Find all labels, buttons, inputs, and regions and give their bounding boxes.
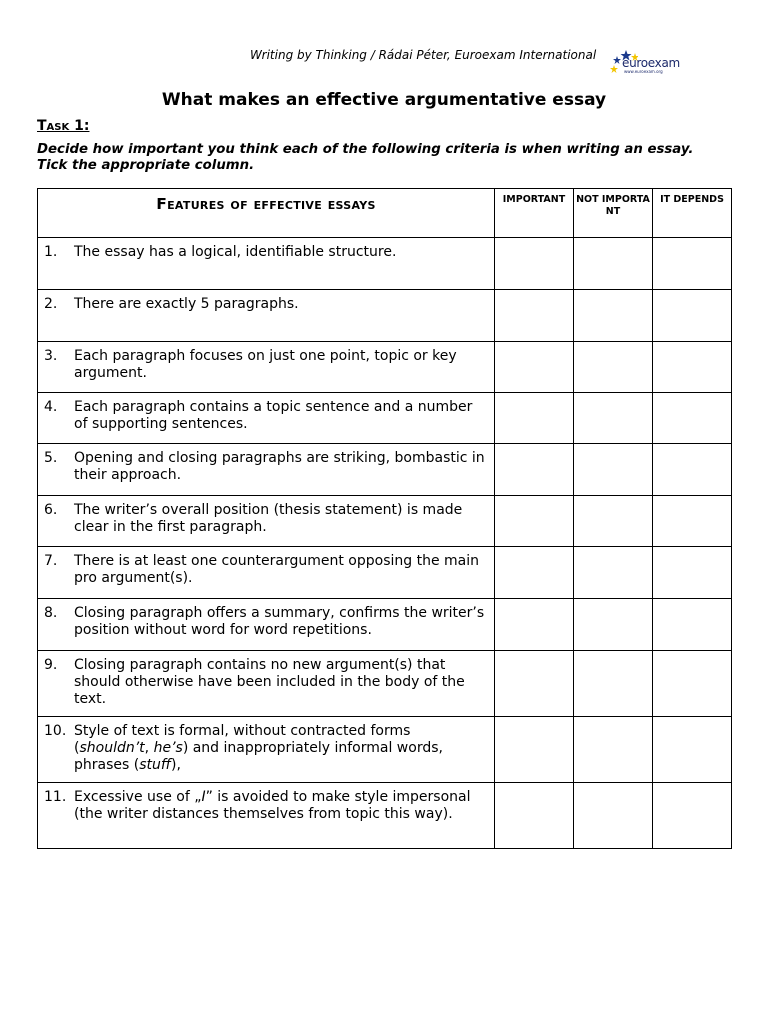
euroexam-logo — [608, 48, 682, 78]
criterion-text: There is at least one counterargument opposing the main pro argument(s). — [74, 553, 480, 586]
it-depends-header: IT DEPENDS — [653, 189, 732, 238]
criteria-table — [37, 188, 732, 849]
criterion-text: Each paragraph contains a topic sentence and a number of supporting sentences. — [74, 399, 473, 432]
criterion-cell — [38, 547, 495, 599]
not-important-header: NOT IMPORTANT — [574, 189, 653, 238]
criterion-text: Opening and closing paragraphs are striking, bombastic in their approach. — [74, 450, 485, 483]
it-depends-tick-cell[interactable] — [653, 444, 732, 496]
it-depends-tick-cell[interactable] — [653, 342, 732, 393]
important-tick-cell[interactable] — [495, 444, 574, 496]
criterion-cell — [38, 599, 495, 651]
logo-text: euroexam — [622, 56, 680, 70]
criterion-cell — [38, 238, 495, 290]
criterion-text-part: ), — [170, 757, 181, 773]
important-header: IMPORTANT — [495, 189, 574, 238]
criterion-text-part: , — [144, 740, 154, 756]
row-number: 2. — [44, 296, 58, 312]
page-title: What makes an effective argumentative essay — [161, 90, 607, 110]
table-row — [38, 547, 732, 599]
example-word: he’s — [153, 740, 183, 756]
criterion-text: Closing paragraph contains no new argument(s) that should otherwise have been included in the body of the text. — [74, 657, 465, 707]
it-depends-tick-cell[interactable] — [653, 599, 732, 651]
criterion-cell — [38, 651, 495, 717]
important-tick-cell[interactable] — [495, 290, 574, 342]
criterion-text-part: Style of text is formal, without contracted forms ( — [74, 723, 411, 756]
criterion-text: The writer’s overall position (thesis statement) is made clear in the first paragraph. — [74, 502, 463, 535]
task-label: Task 1: — [37, 118, 90, 134]
table-row — [38, 651, 732, 717]
table-row — [38, 393, 732, 444]
criterion-cell — [38, 717, 495, 783]
important-tick-cell[interactable] — [495, 547, 574, 599]
important-tick-cell[interactable] — [495, 717, 574, 783]
features-header: Features of effective essays — [38, 189, 495, 238]
criterion-text — [74, 723, 488, 774]
not-important-tick-cell[interactable] — [574, 238, 653, 290]
logo-subtext: www.euroexam.org — [624, 69, 663, 74]
important-tick-cell[interactable] — [495, 496, 574, 547]
criterion-text — [74, 789, 488, 823]
row-number: 10. — [44, 723, 67, 739]
table-row — [38, 717, 732, 783]
important-tick-cell[interactable] — [495, 238, 574, 290]
not-important-tick-cell[interactable] — [574, 290, 653, 342]
not-important-tick-cell[interactable] — [574, 651, 653, 717]
it-depends-tick-cell[interactable] — [653, 290, 732, 342]
table-row — [38, 783, 732, 849]
it-depends-tick-cell[interactable] — [653, 651, 732, 717]
it-depends-tick-cell[interactable] — [653, 393, 732, 444]
table-row — [38, 238, 732, 290]
criterion-cell — [38, 393, 495, 444]
criterion-text: The essay has a logical, identifiable structure. — [74, 244, 397, 260]
it-depends-tick-cell[interactable] — [653, 238, 732, 290]
table-row — [38, 342, 732, 393]
row-number: 3. — [44, 348, 58, 364]
criterion-cell — [38, 783, 495, 849]
row-number: 1. — [44, 244, 58, 260]
not-important-tick-cell[interactable] — [574, 717, 653, 783]
source-line: Writing by Thinking / Rádai Péter, Euroexam International — [250, 48, 597, 62]
instructions: Decide how important you think each of the following criteria is when writing an essay. Tick the appropriate column. — [37, 142, 694, 173]
example-word: shouldn’t — [79, 740, 145, 756]
row-number: 8. — [44, 605, 58, 621]
it-depends-tick-cell[interactable] — [653, 783, 732, 849]
not-important-tick-cell[interactable] — [574, 599, 653, 651]
it-depends-tick-cell[interactable] — [653, 717, 732, 783]
criterion-cell — [38, 342, 495, 393]
table-row — [38, 599, 732, 651]
table-row — [38, 290, 732, 342]
criterion-text-part: Excessive use of „ — [74, 789, 202, 805]
important-tick-cell[interactable] — [495, 393, 574, 444]
row-number: 11. — [44, 789, 67, 805]
not-important-tick-cell[interactable] — [574, 342, 653, 393]
row-number: 4. — [44, 399, 58, 415]
not-important-tick-cell[interactable] — [574, 547, 653, 599]
table-row — [38, 444, 732, 496]
not-important-tick-cell[interactable] — [574, 393, 653, 444]
row-number: 9. — [44, 657, 58, 673]
row-number: 6. — [44, 502, 58, 518]
example-word: stuff — [139, 757, 171, 773]
criterion-cell — [38, 496, 495, 547]
not-important-tick-cell[interactable] — [574, 496, 653, 547]
row-number: 5. — [44, 450, 58, 466]
important-tick-cell[interactable] — [495, 599, 574, 651]
criterion-text: Each paragraph focuses on just one point, topic or key argument. — [74, 348, 457, 381]
not-important-tick-cell[interactable] — [574, 444, 653, 496]
not-important-tick-cell[interactable] — [574, 783, 653, 849]
criterion-text: Closing paragraph offers a summary, confirms the writer’s position without word for word repetitions. — [74, 605, 485, 638]
important-tick-cell[interactable] — [495, 783, 574, 849]
table-row — [38, 496, 732, 547]
important-tick-cell[interactable] — [495, 342, 574, 393]
criterion-text-part: ) and inappropriately informal words, phrases ( — [74, 740, 443, 773]
example-word: I — [201, 789, 206, 805]
row-number: 7. — [44, 553, 58, 569]
important-tick-cell[interactable] — [495, 651, 574, 717]
it-depends-tick-cell[interactable] — [653, 547, 732, 599]
it-depends-tick-cell[interactable] — [653, 496, 732, 547]
criterion-text-part: ” is avoided to make style impersonal (the writer distances themselves from topic this way). — [74, 789, 471, 822]
table-header-row — [38, 189, 732, 238]
criterion-cell — [38, 290, 495, 342]
criterion-text: There are exactly 5 paragraphs. — [74, 296, 299, 312]
criterion-cell — [38, 444, 495, 496]
